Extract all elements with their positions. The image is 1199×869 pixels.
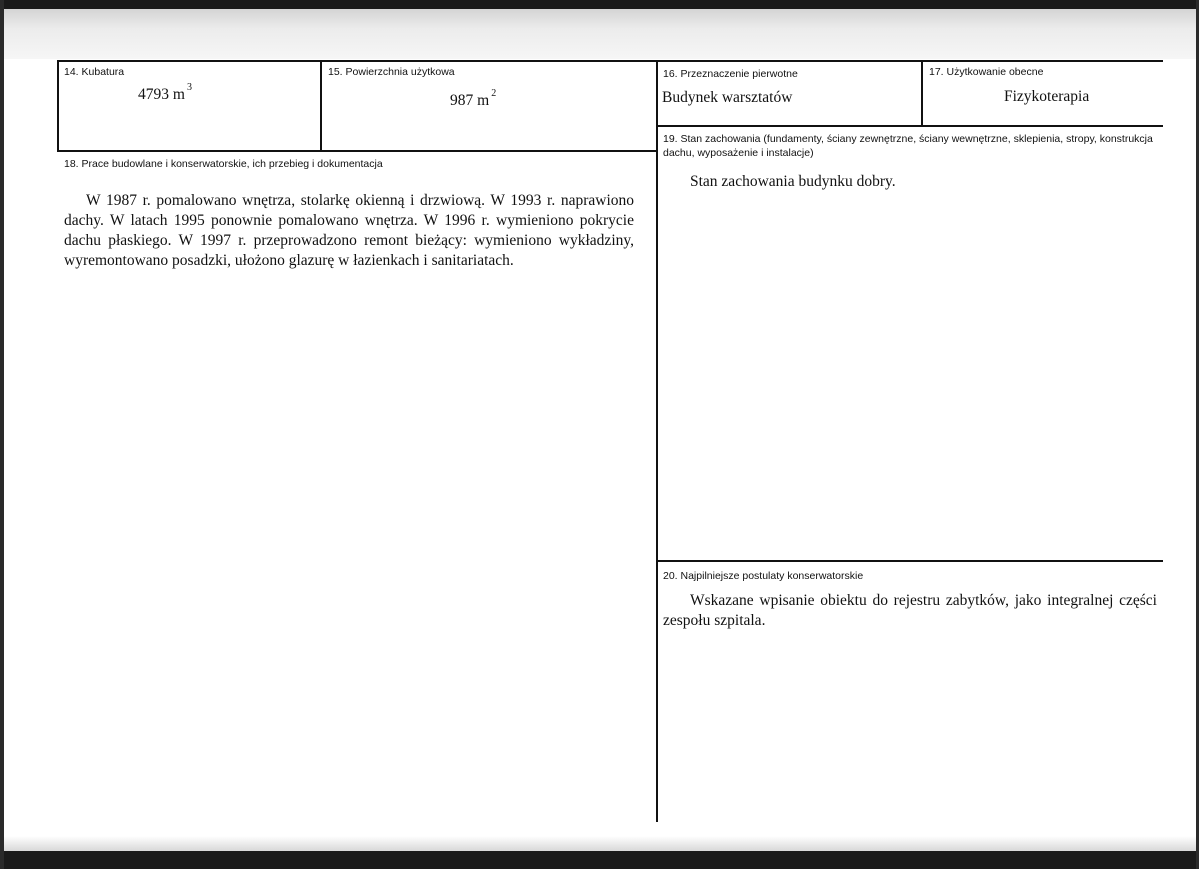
scan-shadow-bottom	[0, 836, 1199, 851]
field-20-label: 20. Najpilniejsze postulaty konserwatorskie	[663, 570, 864, 582]
scan-edge-top	[0, 0, 1199, 9]
field-18-text: W 1987 r. pomalowano wnętrza, stolarkę okienną i drzwiową. W 1993 r. naprawiono dachy. W latach 1995 ponownie pomalowano wnętrza. W 1996 r. wymieniono pokrycie dachu płaskiego. W 1997 r. przeprowadzono remont bieżący: wymieniono wykładziny, wyremontowano posadzki, ułożono glazurę w łazienkach i sanitariatach.	[64, 192, 634, 269]
field-14-value	[138, 82, 192, 104]
field-16-value: Budynek warsztatów	[662, 89, 793, 106]
field-15-number: 987 m	[450, 92, 490, 109]
rule-below-16-17	[656, 125, 1163, 127]
field-15-label: 15. Powierzchnia użytkowa	[328, 66, 455, 78]
field-17-label: 17. Użytkowanie obecne	[929, 66, 1044, 78]
field-19-label: 19. Stan zachowania (fundamenty, ściany zewnętrzne, ściany wewnętrzne, sklepienia, stropy, konstrukcja dachu, wyposażenie i instalacje)	[663, 133, 1153, 159]
scan-edge-bottom	[0, 851, 1199, 869]
top-rule	[57, 60, 1163, 62]
field-17-value: Fizykoterapia	[1004, 88, 1090, 105]
rule-above-20	[656, 560, 1163, 562]
left-rule	[57, 60, 59, 152]
field-14-unit-superscript: 3	[186, 82, 192, 93]
field-15-value	[450, 88, 497, 110]
field-16-label: 16. Przeznaczenie pierwotne	[663, 68, 798, 80]
scan-edge-left	[0, 0, 4, 869]
divider-16-17	[921, 60, 923, 126]
rule-above-18	[57, 150, 657, 152]
divider-14-15	[320, 60, 322, 152]
field-14-number: 4793 m	[138, 86, 185, 103]
field-15-unit-superscript: 2	[491, 88, 497, 99]
field-19-text: Stan zachowania budynku dobry.	[690, 173, 896, 190]
scan-shadow-top	[0, 9, 1199, 59]
field-18-label: 18. Prace budowlane i konserwatorskie, ich przebieg i dokumentacja	[64, 158, 383, 170]
center-rule	[656, 60, 658, 822]
field-20-text: Wskazane wpisanie obiektu do rejestru zabytków, jako integralnej części zespołu szpitala.	[663, 592, 1157, 629]
field-14-label: 14. Kubatura	[64, 66, 125, 78]
